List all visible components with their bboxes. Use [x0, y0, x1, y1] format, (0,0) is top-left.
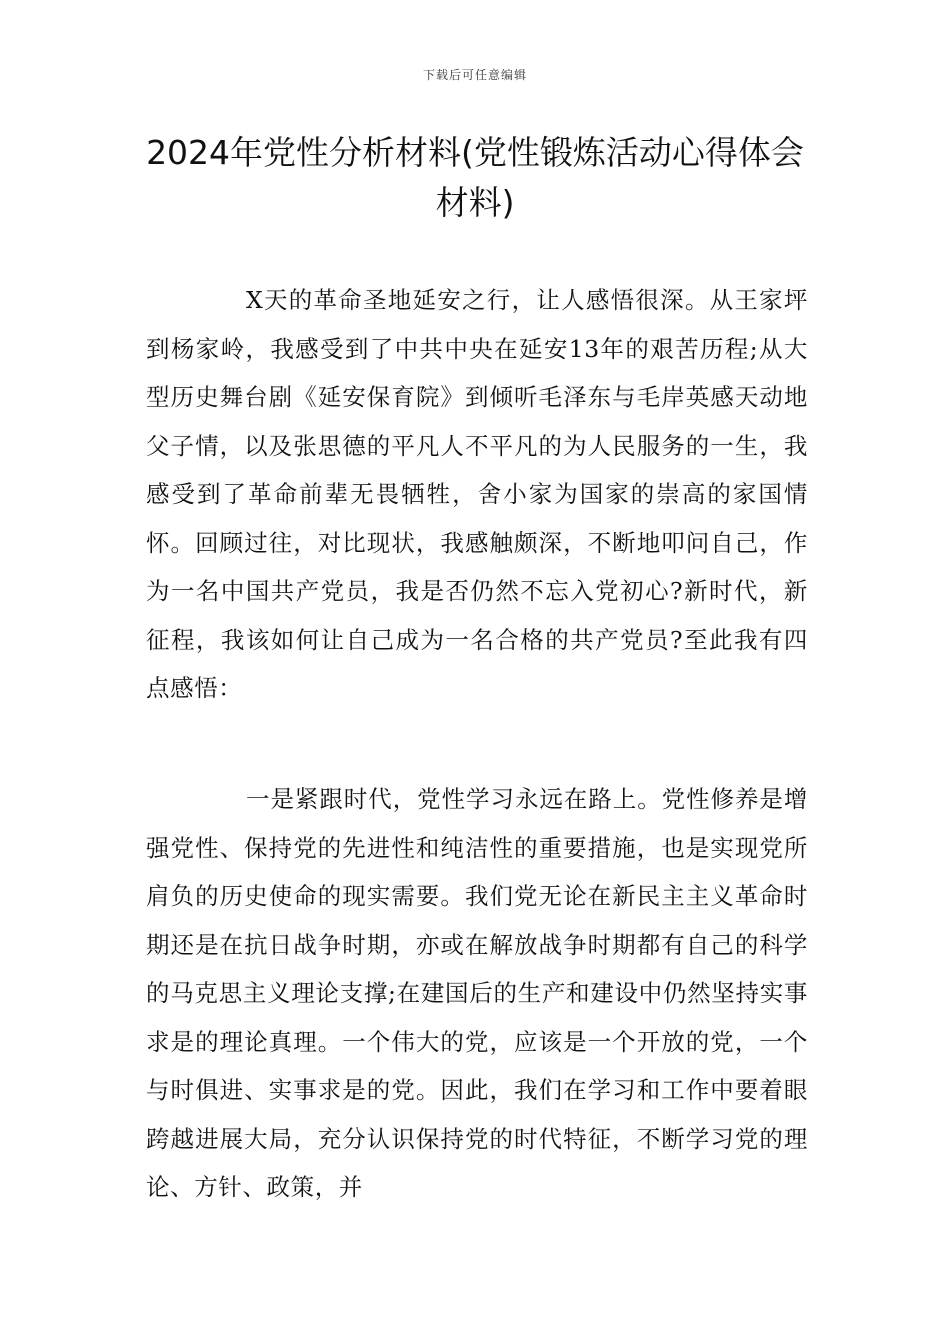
body-paragraph-1: X天的革命圣地延安之行，让人感悟很深。从王家坪到杨家岭，我感受到了中共中央在延安13年的艰苦历程;从大型历史舞台剧《延安保育院》到倾听毛泽东与毛岸英感天动地父子情，以及张思德的平凡人不平凡的为人民服务的一生，我感受到了革命前辈无畏牺牲，舍小家为国家的崇高的家国情怀。回顾过往，对比现状，我感触颇深，不断地叩问自己，作为一名中国共产党员，我是否仍然不忘入党初心?新时代，新征程，我该如何让自己成为一名合格的共产党员?至此我有四点感悟： [146, 286, 808, 702]
header-note: 下载后可任意编辑 [422, 68, 527, 82]
document-title: 2024年党性分析材料(党性锻炼活动心得体会材料) [146, 133, 804, 222]
body-paragraph-2: 一是紧跟时代，党性学习永远在路上。党性修养是增强党性、保持党的先进性和纯洁性的重要措施，也是实现党所肩负的历史使命的现实需要。我们党无论在新民主主义革命时期还是在抗日战争时期，亦或在解放战争时期都有自己的科学的马克思主义理论支撑;在建国后的生产和建设中仍然坚持实事求是的理论真理。一个伟大的党，应该是一个开放的党，一个与时俱进、实事求是的党。因此，我们在学习和工作中要着眼跨越进展大局，充分认识保持党的时代特征，不断学习党的理论、方针、政策，并 [146, 785, 808, 1201]
